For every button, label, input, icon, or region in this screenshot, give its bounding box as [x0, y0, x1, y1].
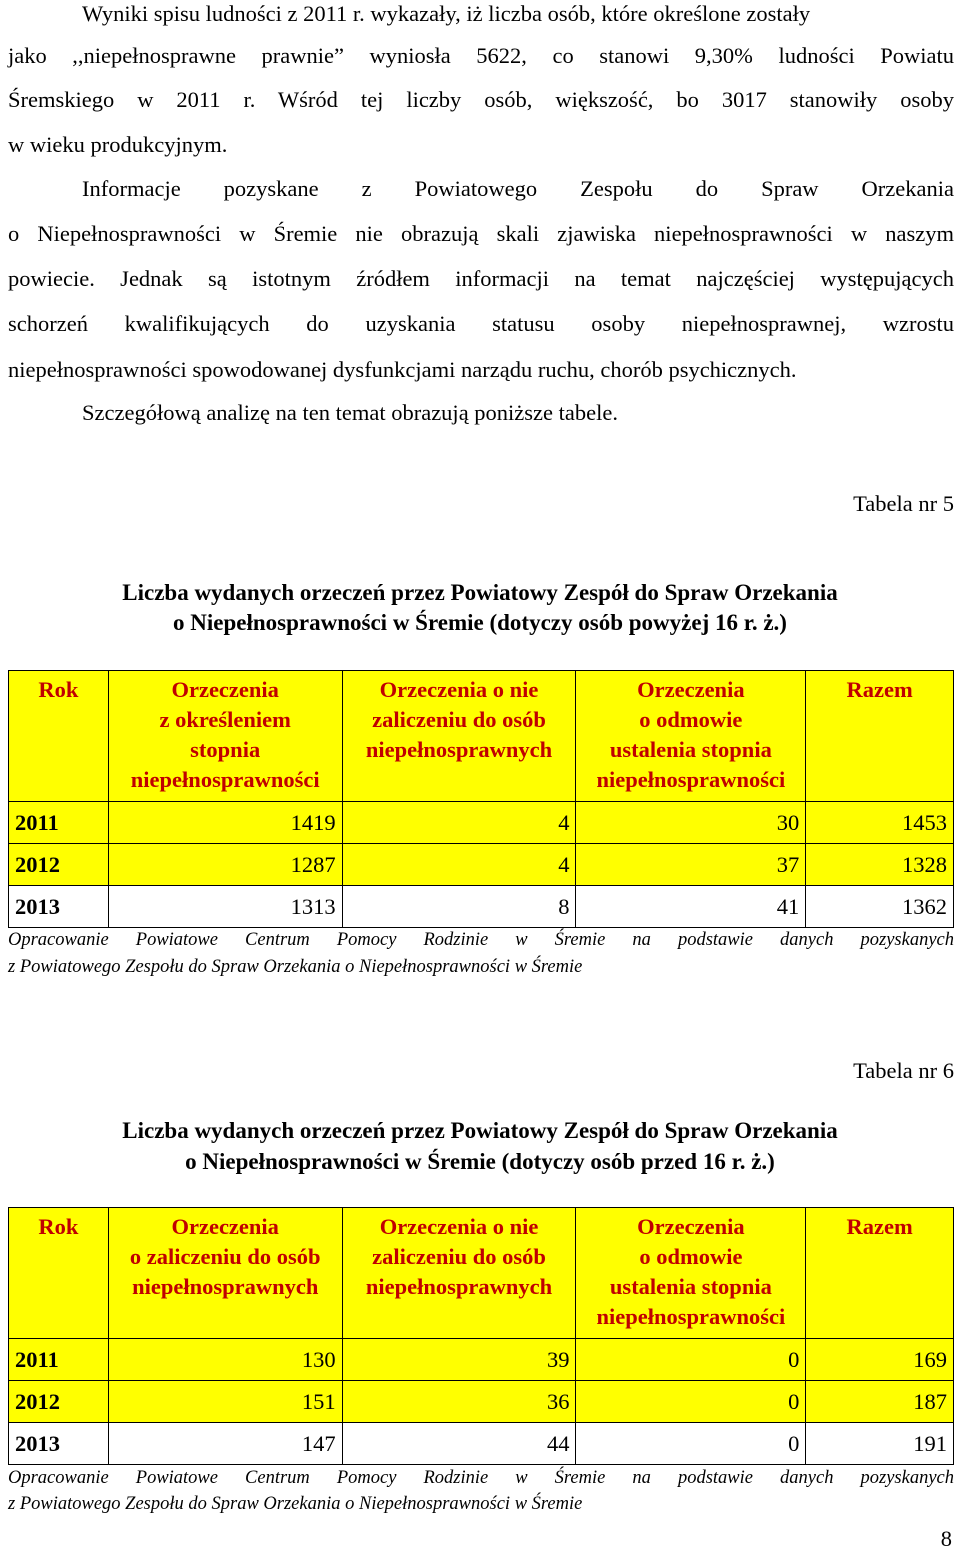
row-year: 2012 — [9, 1381, 109, 1423]
table-5 — [8, 670, 954, 928]
cell-value: 4 — [342, 844, 576, 886]
cell-value: 151 — [108, 1381, 342, 1423]
table-row — [9, 1423, 954, 1465]
row-year: 2011 — [9, 802, 109, 844]
row-year: 2012 — [9, 844, 109, 886]
cell-value: 0 — [576, 1339, 806, 1381]
paragraph-1-line-4: w wieku produkcyjnym. — [8, 132, 228, 157]
cell-value: 37 — [576, 844, 806, 886]
cell-value: 4 — [342, 802, 576, 844]
cell-value: 1328 — [806, 844, 954, 886]
cell-value: 147 — [108, 1423, 342, 1465]
header-col-1: Orzeczenia z określeniem stopnia niepełnosprawności — [108, 671, 342, 802]
cell-value: 187 — [806, 1381, 954, 1423]
table-row — [9, 802, 954, 844]
row-year: 2011 — [9, 1339, 109, 1381]
paragraph-2-line-2: o Niepełnosprawności w Śremie nie obrazują skali zjawiska niepełnosprawności w naszym — [8, 221, 954, 246]
header-col-3: Orzeczenia o odmowie ustalenia stopnia niepełnosprawności — [576, 1208, 806, 1339]
cell-value: 39 — [342, 1339, 576, 1381]
table-row — [9, 844, 954, 886]
header-col-2: Orzeczenia o nie zaliczeniu do osób niepełnosprawnych — [342, 671, 576, 802]
cell-value: 0 — [576, 1423, 806, 1465]
paragraph-1-line-1: Wyniki spisu ludności z 2011 r. wykazały, iż liczba osób, które określone zostały — [82, 1, 811, 26]
table-header-row — [9, 671, 954, 802]
table-header-row — [9, 1208, 954, 1339]
table-6-title-line-2: o Niepełnosprawności w Śremie (dotyczy osób przed 16 r. ż.) — [185, 1149, 775, 1174]
table-5-title-line-1: Liczba wydanych orzeczeń przez Powiatowy Zespół do Spraw Orzekania — [122, 580, 838, 605]
table-row — [9, 1381, 954, 1423]
header-rok: Rok — [9, 671, 109, 802]
header-col-3: Orzeczenia o odmowie ustalenia stopnia niepełnosprawności — [576, 671, 806, 802]
header-col-2: Orzeczenia o nie zaliczeniu do osób niepełnosprawnych — [342, 1208, 576, 1339]
cell-value: 191 — [806, 1423, 954, 1465]
cell-value: 0 — [576, 1381, 806, 1423]
paragraph-2-line-1: Informacje pozyskane z Powiatowego Zespołu do Spraw Orzekania — [82, 176, 954, 201]
table-6-title-line-1: Liczba wydanych orzeczeń przez Powiatowy Zespół do Spraw Orzekania — [122, 1118, 838, 1143]
table-6-source-line-1: Opracowanie Powiatowe Centrum Pomocy Rodzinie w Śremie na podstawie danych pozyskanych — [8, 1468, 954, 1488]
cell-value: 1362 — [806, 886, 954, 928]
cell-value: 130 — [108, 1339, 342, 1381]
cell-value: 36 — [342, 1381, 576, 1423]
cell-value: 1313 — [108, 886, 342, 928]
table-row — [9, 1339, 954, 1381]
table-6-label: Tabela nr 6 — [853, 1058, 954, 1083]
paragraph-1-line-3: Śremskiego w 2011 r. Wśród tej liczby osób, większość, bo 3017 stanowiły osoby — [8, 87, 954, 112]
table-6 — [8, 1207, 954, 1465]
header-col-1: Orzeczenia o zaliczeniu do osób niepełnosprawnych — [108, 1208, 342, 1339]
cell-value: 30 — [576, 802, 806, 844]
cell-value: 8 — [342, 886, 576, 928]
row-year: 2013 — [9, 1423, 109, 1465]
cell-value: 1419 — [108, 802, 342, 844]
page-number: 8 — [940, 1526, 952, 1551]
cell-value: 1287 — [108, 844, 342, 886]
paragraph-1-line-2: jako ,,niepełnosprawne prawnie” wyniosła 5622, co stanowi 9,30% ludności Powiatu — [8, 43, 954, 68]
cell-value: 169 — [806, 1339, 954, 1381]
header-razem: Razem — [806, 1208, 954, 1339]
table-6-source-line-2: z Powiatowego Zespołu do Spraw Orzekania o Niepełnosprawności w Śremie — [8, 1494, 583, 1514]
table-5-source-line-1: Opracowanie Powiatowe Centrum Pomocy Rodzinie w Śremie na podstawie danych pozyskanych — [8, 930, 954, 950]
paragraph-2-line-3: powiecie. Jednak są istotnym źródłem informacji na temat najczęściej występujących — [8, 266, 954, 291]
table-row — [9, 886, 954, 928]
cell-value: 1453 — [806, 802, 954, 844]
header-razem: Razem — [806, 671, 954, 802]
header-rok: Rok — [9, 1208, 109, 1339]
table-5-label: Tabela nr 5 — [853, 491, 954, 516]
paragraph-3: Szczegółową analizę na ten temat obrazują poniższe tabele. — [82, 400, 618, 425]
row-year: 2013 — [9, 886, 109, 928]
cell-value: 41 — [576, 886, 806, 928]
table-5-title-line-2: o Niepełnosprawności w Śremie (dotyczy osób powyżej 16 r. ż.) — [173, 610, 787, 635]
table-5-source-line-2: z Powiatowego Zespołu do Spraw Orzekania o Niepełnosprawności w Śremie — [8, 957, 583, 977]
paragraph-2-line-5: niepełnosprawności spowodowanej dysfunkcjami narządu ruchu, chorób psychicznych. — [8, 357, 797, 382]
paragraph-2-line-4: schorzeń kwalifikujących do uzyskania statusu osoby niepełnosprawnej, wzrostu — [8, 311, 954, 336]
cell-value: 44 — [342, 1423, 576, 1465]
